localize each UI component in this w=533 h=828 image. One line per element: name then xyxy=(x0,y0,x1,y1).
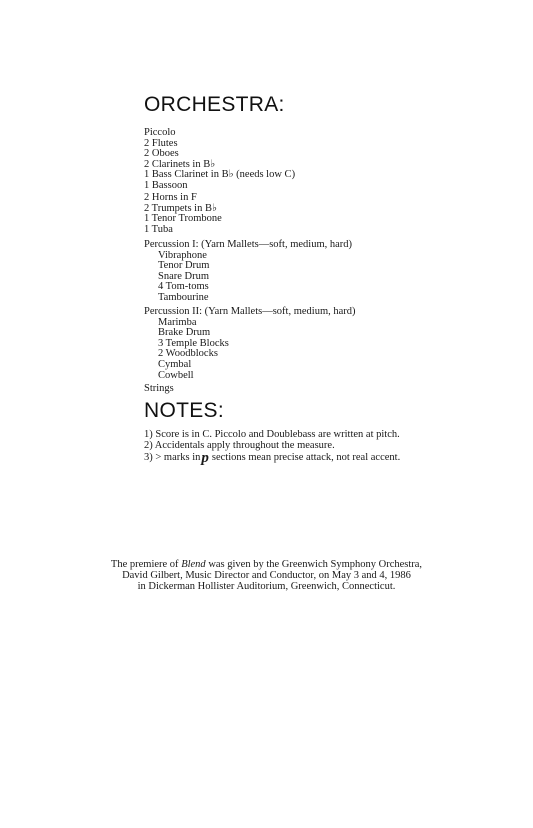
instrument-item: Tenor Drum xyxy=(158,260,210,272)
note-item xyxy=(144,449,401,466)
instrument-item: Cymbal xyxy=(158,358,192,370)
note-item: 1) Score is in C. Piccolo and Doublebass are written at pitch. xyxy=(144,429,400,440)
instrument-item: 3 Temple Blocks xyxy=(158,337,229,349)
woodwinds-list xyxy=(144,128,295,192)
strings-item: Strings xyxy=(144,383,174,394)
instrument-item: Vibraphone xyxy=(158,249,207,261)
notes-heading: NOTES: xyxy=(144,399,224,422)
piano-dynamic-mark: p xyxy=(201,449,209,466)
instrument-item: 1 Bassoon xyxy=(144,179,188,191)
premiere-line-2: David Gilbert, Music Director and Conductor, on May 3 and 4, 1986 xyxy=(122,570,411,582)
instrument-item: Piccolo xyxy=(144,127,176,138)
note-3-suffix: sections mean precise attack, not real accent. xyxy=(211,451,401,463)
instrument-item: 2 Clarinets in B♭ xyxy=(144,158,216,170)
instrument-item: 1 Tuba xyxy=(144,223,173,235)
notes-list xyxy=(144,429,401,466)
note-item: 2) Accidentals apply throughout the measure. xyxy=(144,440,335,452)
instrument-item: 2 Oboes xyxy=(144,148,179,160)
instrument-item: 1 Tenor Trombone xyxy=(144,213,222,225)
percussion-1-list xyxy=(144,240,352,304)
orchestra-heading: ORCHESTRA: xyxy=(144,93,285,116)
instrument-item: 2 Flutes xyxy=(144,137,178,149)
instrument-item: Tambourine xyxy=(158,291,209,303)
work-title: Blend xyxy=(181,559,206,570)
percussion-2-title: Percussion II: (Yarn Mallets—soft, medium, hard) xyxy=(144,306,356,317)
percussion-1-title: Percussion I: (Yarn Mallets—soft, medium, hard) xyxy=(144,239,353,250)
premiere-line-3: in Dickerman Hollister Auditorium, Greenwich, Connecticut. xyxy=(137,581,396,593)
instrument-item: Brake Drum xyxy=(158,327,211,339)
premiere-credit xyxy=(0,559,533,593)
note-3-prefix: 3) > marks in xyxy=(144,451,201,463)
instrument-item: 1 Bass Clarinet in B♭ (needs low C) xyxy=(144,169,296,181)
premiere-prefix: The premiere of xyxy=(110,559,182,570)
instrument-item: 4 Tom-toms xyxy=(158,281,209,293)
instrument-item: Snare Drum xyxy=(158,270,210,282)
percussion-2-list xyxy=(144,307,356,381)
instrument-item: Marimba xyxy=(158,316,197,328)
instrument-item: 2 Trumpets in B♭ xyxy=(144,202,217,214)
premiere-suffix: was given by the Greenwich Symphony Orchestra, xyxy=(205,559,423,570)
instrument-item: 2 Horns in F xyxy=(144,192,197,203)
instrument-item: Cowbell xyxy=(158,369,194,381)
instrument-item: 2 Woodblocks xyxy=(158,348,218,360)
brass-list xyxy=(144,193,222,235)
premiere-line-1 xyxy=(0,559,533,570)
